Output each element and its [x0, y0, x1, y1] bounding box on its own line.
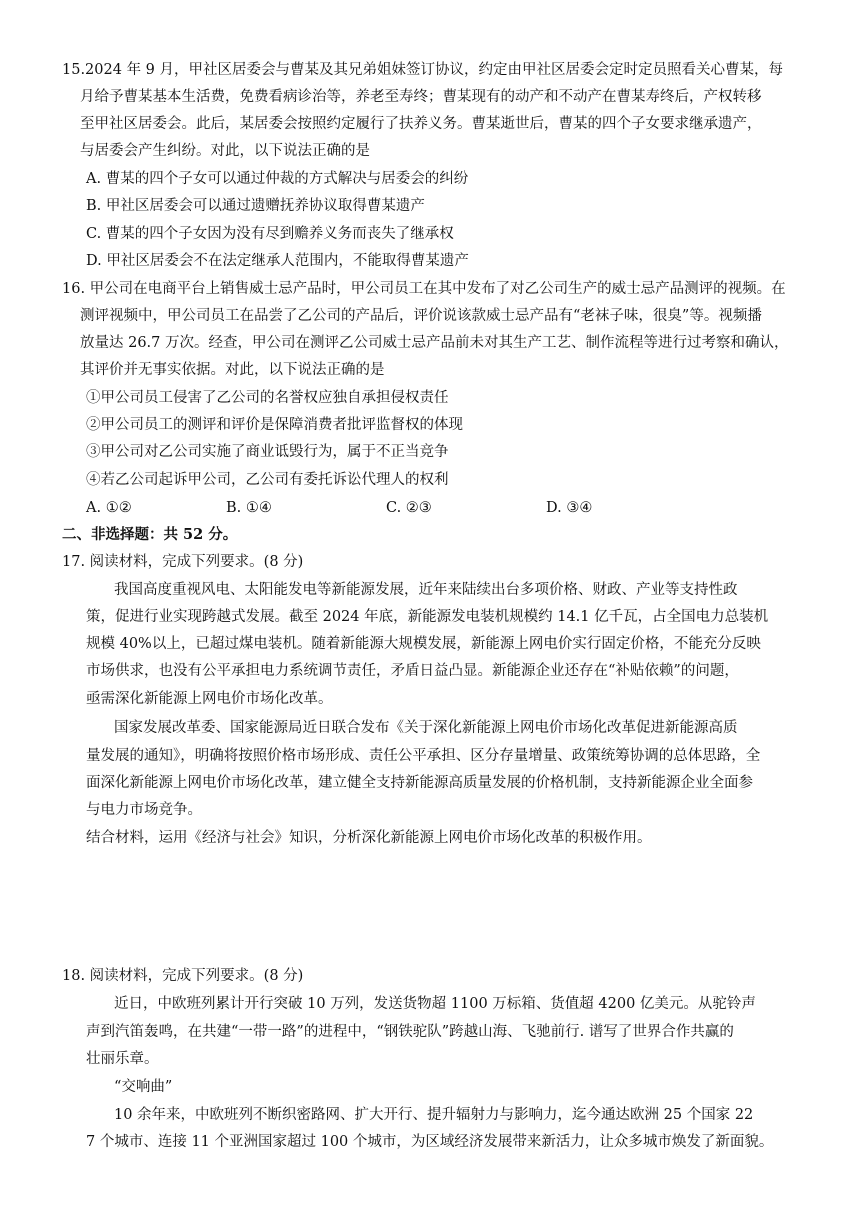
q18-para2-line-1: 10 余年来，中欧班列不断织密路网、扩大开行、提升辐射力与影响力，迄今通达欧洲 25 个国家 22 [114, 1107, 754, 1123]
q17-title: 17. 阅读材料，完成下列要求。(8 分) [62, 554, 304, 570]
q15-stem-line-4: 与居委会产生纠纷。对此，以下说法正确的是 [80, 143, 370, 159]
q15-stem-line-3: 至甲社区居委会。此后，某居委会按照约定履行了扶养义务。曹某逝世后，曹某的四个子女要求继承遗产， [80, 116, 762, 132]
q16-statement-4: ④若乙公司起诉甲公司，乙公司有委托诉讼代理人的权利 [86, 472, 449, 488]
q17-para1-line-3: 规模 40%以上，已超过煤电装机。随着新能源大规模发展，新能源上网电价实行固定价格，不能充分反映 [86, 636, 761, 652]
q15-option-b: B. 甲社区居委会可以通过遗赠抚养协议取得曹某遗产 [86, 198, 425, 214]
q16-stem-line-1: 16. 甲公司在电商平台上销售威士忌产品时，甲公司员工在其中发布了对乙公司生产的威士忌产品测评的视频。在 [62, 281, 786, 297]
q16-option-a: A. ①② [86, 500, 132, 516]
section-heading: 二、非选择题：共 52 分。 [62, 526, 238, 543]
q16-option-d: D. ③④ [546, 500, 593, 516]
q17-para1-line-5: 亟需深化新能源上网电价市场化改革。 [86, 691, 333, 707]
q15-stem-line-1: 15.2024 年 9 月，甲社区居委会与曹某及其兄弟姐妹签订协议，约定由甲社区居委会定时定员照看关心曹某，每 [62, 62, 784, 78]
q16-stem-line-2: 测评视频中，甲公司员工在品尝了乙公司的产品后，评价说该款威士忌产品有“老袜子味，很臭”等。视频播 [80, 308, 762, 324]
q16-statement-3: ③甲公司对乙公司实施了商业诋毁行为，属于不正当竞争 [86, 444, 449, 460]
q17-para2-line-3: 面深化新能源上网电价市场化改革，建立健全支持新能源高质量发展的价格机制，支持新能源企业全面参 [86, 775, 753, 791]
q18-para1-line-2: 声到汽笛轰鸣，在共建“一带一路”的进程中，“钢铁驼队”跨越山海、飞驰前行. 谱写了世界合作共赢的 [86, 1024, 734, 1040]
q16-statement-2: ②甲公司员工的测评和评价是保障消费者批评监督权的体现 [86, 417, 463, 433]
q17-para2-line-1: 国家发展改革委、国家能源局近日联合发布《关于深化新能源上网电价市场化改革促进新能源高质 [114, 720, 738, 736]
q17-task: 结合材料，运用《经济与社会》知识，分析深化新能源上网电价市场化改革的积极作用。 [86, 830, 652, 846]
q17-para1-line-2: 策，促进行业实现跨越式发展。截至 2024 年底，新能源发电装机规模约 14.1 亿千瓦，占全国电力总装机 [86, 609, 769, 625]
q15-stem-line-2: 月给予曹某基本生活费，免费看病诊治等，养老至寿终；曹某现有的动产和不动产在曹某寿终后，产权转移 [80, 89, 762, 105]
q15-option-a: A. 曹某的四个子女可以通过仲裁的方式解决与居委会的纠纷 [86, 171, 469, 187]
q16-stem-line-4: 其评价并无事实依据。对此，以下说法正确的是 [80, 362, 385, 378]
q16-statement-1: ①甲公司员工侵害了乙公司的名誉权应独自承担侵权责任 [86, 390, 449, 406]
q17-para1-line-1: 我国高度重视风电、太阳能发电等新能源发展，近年来陆续出台多项价格、财政、产业等支持性政 [114, 582, 738, 598]
q18-title: 18. 阅读材料，完成下列要求。(8 分) [62, 968, 304, 984]
q16-stem-line-3: 放量达 26.7 万次。经查，甲公司在测评乙公司威士忌产品前未对其生产工艺、制作流程等进行过考察和确认， [80, 335, 789, 351]
q18-subtitle: “交响曲” [114, 1079, 173, 1095]
q17-para1-line-4: 市场供求，也没有公平承担电力系统调节责任，矛盾日益凸显。新能源企业还存在“补贴依赖”的问题， [86, 663, 739, 679]
q17-para2-line-4: 与电力市场竞争。 [86, 802, 202, 818]
q15-option-d: D. 甲社区居委会不在法定继承人范围内，不能取得曹某遗产 [86, 253, 469, 269]
q15-option-c: C. 曹某的四个子女因为没有尽到赡养义务而丧失了继承权 [86, 226, 454, 242]
q16-option-b: B. ①④ [226, 500, 272, 516]
q18-para2-line-2: 7 个城市、连接 11 个亚洲国家超过 100 个城市，为区域经济发展带来新活力，让众多城市焕发了新面貌。 [86, 1134, 774, 1150]
q18-para1-line-3: 壮丽乐章。 [86, 1051, 159, 1067]
q16-option-c: C. ②③ [386, 500, 432, 516]
q18-para1-line-1: 近日，中欧班列累计开行突破 10 万列，发送货物超 1100 万标箱、货值超 4200 亿美元。从驼铃声 [114, 996, 756, 1012]
q17-para2-line-2: 量发展的通知》，明确将按照价格市场形成、责任公平承担、区分存量增量、政策统筹协调的总体思路，全 [86, 748, 761, 764]
